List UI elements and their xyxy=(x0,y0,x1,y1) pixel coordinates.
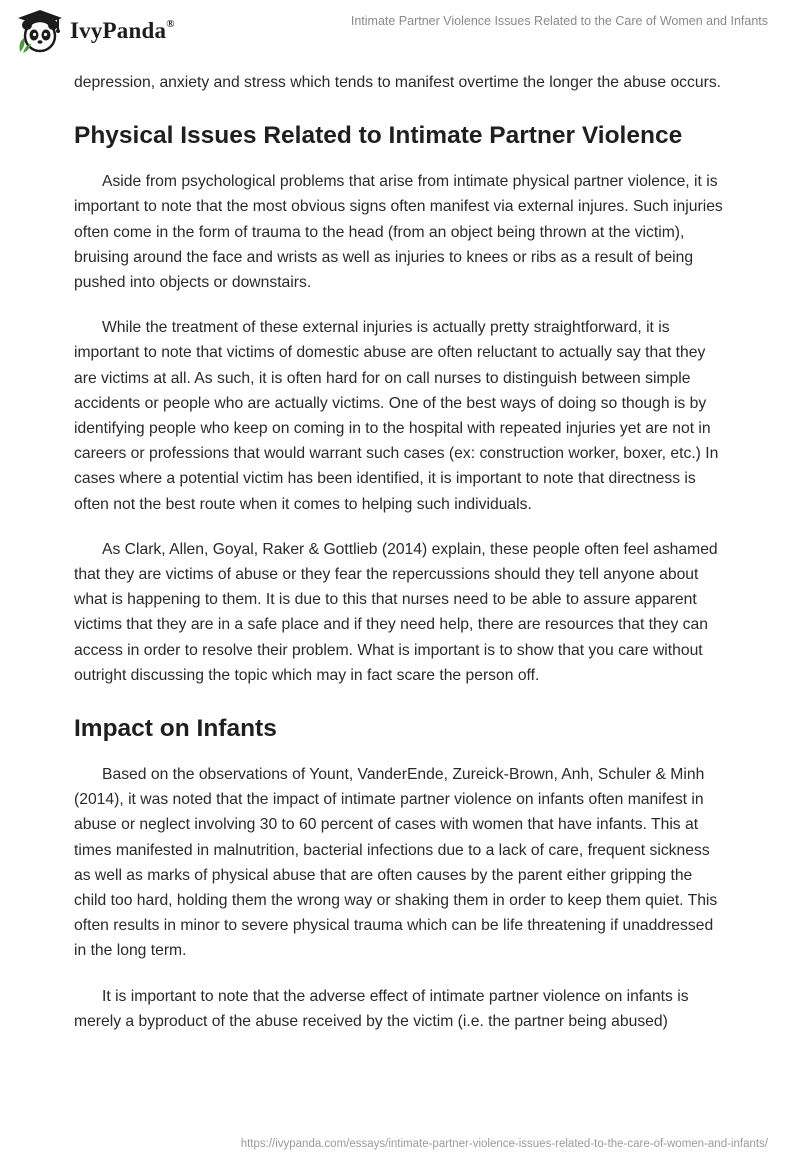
panda-graduate-icon xyxy=(14,8,66,54)
page-header xyxy=(0,0,800,62)
logo-text: IvyPanda® xyxy=(70,18,175,43)
paragraph-clark: As Clark, Allen, Goyal, Raker & Gottlieb (2014) explain, these people often feel ashamed that they are victims of abuse or they fear the repercussions should they tell anyone about what is happening to them. It is due to this that nurses need to be able to assure apparent victims that they are in a safe place and if they need help, there are resources that they can access in order to resolve their problem. What is important is to show that you care without outright discussing the topic which may in fact scare the person off. xyxy=(74,540,718,684)
source-url[interactable]: https://ivypanda.com/essays/intimate-partner-violence-issues-related-to-the-care-of-women-and-infants/ xyxy=(240,1138,768,1150)
paragraph-continued: depression, anxiety and stress which tends to manifest overtime the longer the abuse occurs. xyxy=(74,74,722,91)
heading-physical-issues: Physical Issues Related to Intimate Partner Violence xyxy=(74,122,683,150)
paragraph-byproduct: It is important to note that the adverse effect of intimate partner violence on infants is merely a byproduct of the abuse received by the victim (i.e. the partner being abused) xyxy=(74,987,689,1030)
paragraph-yount: Based on the observations of Yount, VanderEnde, Zureick-Brown, Anh, Schuler & Minh (2014), it was noted that the impact of intimate partner violence on infants often manifest in abuse or neglect involving 30 to 60 percent of cases with women that have infants. This at times manifested in malnutrition, bacterial infections due to a lack of care, frequent sickness as well as marks of physical abuse that are often causes by the parent either gripping the child too hard, holding them the wrong way or shaking them in order to keep them quiet. This often results in minor to severe physical trauma which can be life threatening if unaddressed in the long term. xyxy=(74,766,718,960)
paragraph-treatment: While the treatment of these external injuries is actually pretty straightforward, it is important to note that victims of domestic abuse are often reluctant to actually say that they are victims at all. As such, it is often hard for on call nurses to distinguish between simple accidents or people who are actually victims. One of the best ways of doing so though is by identifying people who keep on coming in to the hospital with repeated injuries yet are not in careers or professions that would warrant such cases (ex: construction worker, boxer, etc.) In cases where a potential victim has been identified, it is important to note that directness is often not the best route when it comes to helping such individuals. xyxy=(74,319,719,513)
heading-impact-infants: Impact on Infants xyxy=(74,715,277,743)
paragraph-injuries: Aside from psychological problems that arise from intimate physical partner violence, it is important to note that the most obvious signs often manifest via external injures. Such injuries often come in the form of trauma to the head (from an object being thrown at the victim), bruising around the face and wrists as well as injuries to knees or ribs as a result of being pushed into objects or downstairs. xyxy=(74,173,723,292)
ivypanda-logo[interactable] xyxy=(14,8,175,54)
document-title: Intimate Partner Violence Issues Related to the Care of Women and Infants xyxy=(350,14,768,28)
essay-body xyxy=(74,70,726,1054)
